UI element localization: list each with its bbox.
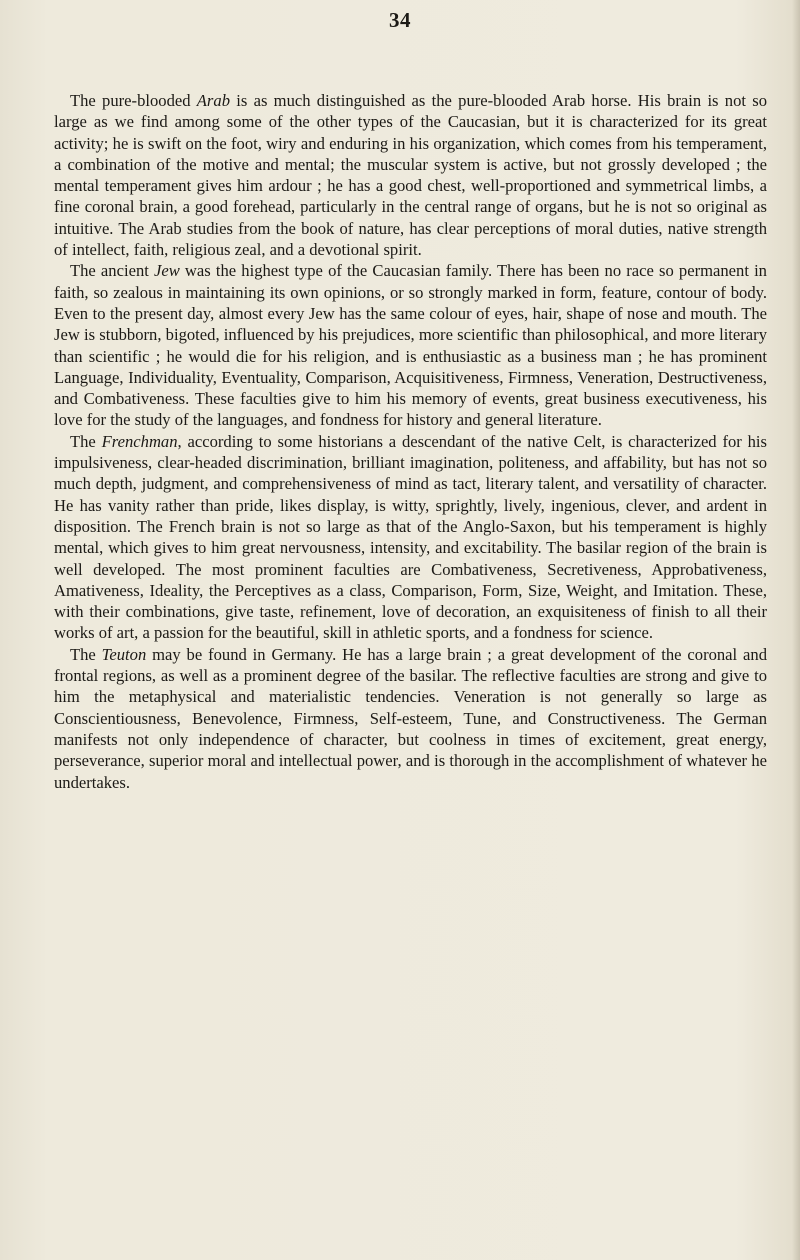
race-term-teuton: Teuton (101, 644, 147, 664)
paragraph-body: may be found in Germany. He has a large brain ; a great development of the coronal and frontal regions, as well as a prominent degree of the basilar. The reflective faculties are strong and give to him the metaphysical and materialistic tendencies. Veneration is not generally so large as Conscientiousness, Benevolence, Firmness, Self-esteem, Tune, and Constructiveness. The German manifests not only independence of character, but coolness in times of excitement, great energy, perseverance, superior moral and intellectual power, and is thorough in the accomplishment of whatever he undertakes. (54, 644, 767, 792)
paragraph-jew (54, 260, 767, 430)
race-term-jew: Jew (153, 261, 180, 281)
page-edge-shadow (792, 0, 800, 1260)
race-term-arab: Arab (196, 91, 230, 110)
paragraph-arab (54, 90, 767, 260)
paragraph-lead: The ancient (70, 261, 154, 281)
paragraph-teuton (54, 644, 767, 793)
paragraph-body: , according to some historians a descendant of the native Celt, is characterized for his impulsiveness, clear-headed discrimination, brilliant imagination, politeness, and affability, but has not so much depth, judgment, and comprehensiveness of mind as tact, literary talent, and versatility of character. He has vanity rather than pride, likes display, is witty, sprightly, lively, ingenious, clever, and ardent in disposition. The French brain is not so large as that of the Anglo-Saxon, but his temperament is highly mental, which gives to him great nervousness, intensity, and excitability. The basilar region of the brain is well developed. The most prominent faculties are Combativeness, Secretiveness, Approbativeness, Amativeness, Ideality, the Perceptives as a class, Comparison, Form, Size, Weight, and Imitation. These, with their combinations, give taste, refinement, love of decoration, an exquisiteness of finish to all their works of art, a passion for the beautiful, skill in athletic sports, and a fondness for science. (54, 431, 767, 643)
race-term-frenchman: Frenchman (101, 431, 178, 451)
page-number: 34 (389, 8, 411, 32)
paragraph-body: is as much distinguished as the pure-blooded Arab horse. His brain is not so large as we find among some of the other types of the Caucasian, but it is characterized for its great activity; he is swift on the foot, wiry and enduring in his organization, which comes from his temperament, a combination of the motive and mental; the muscular system is active, but not grossly developed ; the mental temperament gives him ardour ; he has a good chest, well-proportioned and symmetrical limbs, a fine coronal brain, a good forehead, particularly in the central range of organs, but he is not so original as intuitive. The Arab studies from the book of nature, has clear perceptions of moral duties, native strength of intellect, faith, religious zeal, and a devotional spirit. (54, 91, 767, 260)
body-text (54, 90, 767, 793)
paragraph-body: was the highest type of the Caucasian family. There has been no race so permanent in faith, so zealous in maintaining its own opinions, or so strongly marked in form, feature, contour of body. Even to the present day, almost every Jew has the same colour of eyes, hair, shape of nose and mouth. The Jew is stubborn, bigoted, influenced by his prejudices, more scientific than philosophical, and more literary than scientific ; he would die for his religion, and is enthusiastic as a business man ; he has prominent Language, Individuality, Eventuality, Comparison, Acquisitiveness, Firmness, Veneration, Destructiveness, and Combativeness. These faculties give to him his memory of events, great business executiveness, his love for the study of the languages, and fondness for history and general literature. (54, 261, 767, 430)
paragraph-lead: The (70, 431, 102, 451)
paragraph-frenchman (54, 431, 767, 644)
paragraph-lead: The (70, 644, 102, 664)
paragraph-lead: The pure-blooded (70, 91, 197, 110)
